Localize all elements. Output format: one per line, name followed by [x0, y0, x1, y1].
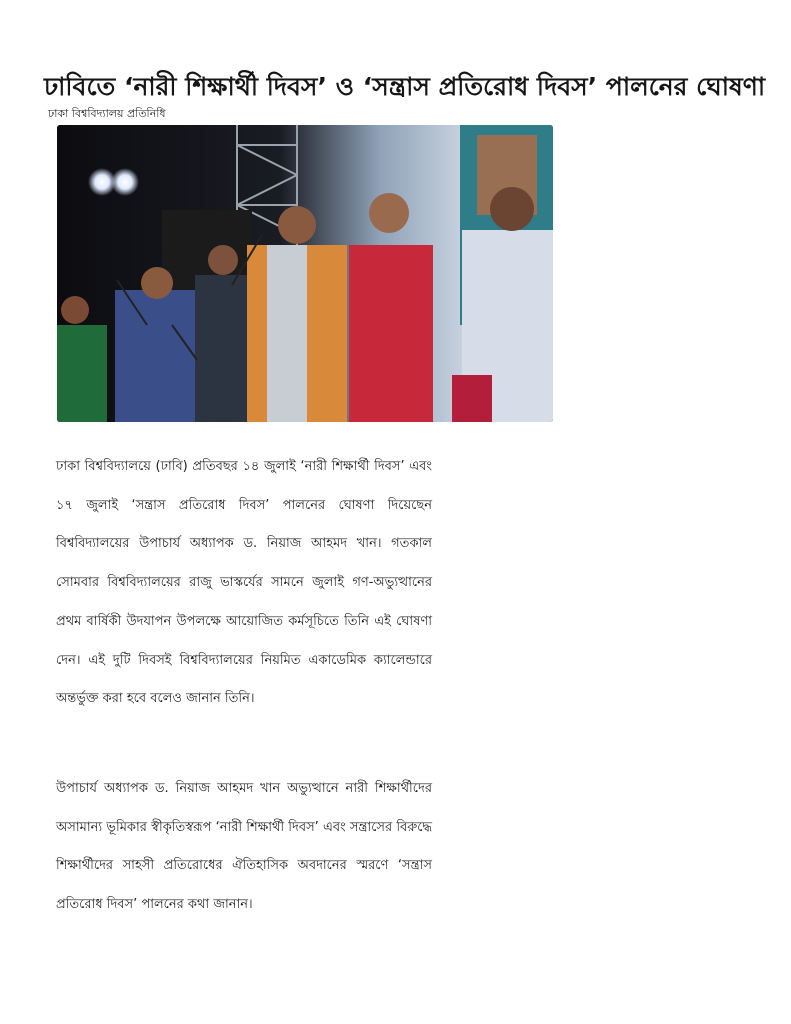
article-byline: ঢাকা বিশ্ববিদ্যালয় প্রতিনিধি: [48, 107, 166, 120]
article-photo: [57, 125, 553, 422]
article-paragraph: ঢাকা বিশ্ববিদ্যালয়ে (ঢাবি) প্রতিবছর ১৪ জুলাই ‘নারী শিক্ষার্থী দিবস’ এবং ১৭ জুলাই ‘সন্ত্রাস প্রতিরোধ দিবস’ পালনের ঘোষণা দিয়েছেন বিশ্ববিদ্যালয়ের উপাচার্য অধ্যাপক ড. নিয়াজ আহমদ খান। গতকাল সোমবার বিশ্ববিদ্যালয়ের রাজু ভাস্কর্যের সামনে জুলাই গণ-অভ্যুত্থানের প্রথম বার্ষিকী উদযাপন উপলক্ষে আয়োজিত কর্মসূচিতে তিনি এই ঘোষণা দেন। এই দুটি দিবসই বিশ্ববিদ্যালয়ের নিয়মিত একাডেমিক ক্যালেন্ডারে অন্তর্ভুক্ত করা হবে বলেও জানান তিনি।: [56, 459, 432, 707]
article-paragraph: উপাচার্য অধ্যাপক ড. নিয়াজ আহমদ খান অভ্যুত্থানে নারী শিক্ষার্থীদের অসামান্য ভূমিকার স্বীকৃতিস্বরূপ ‘নারী শিক্ষার্থী দিবস’ এবং সন্ত্রাসের বিরুদ্ধে শিক্ষার্থীদের সাহসী প্রতিরোধের ঐতিহাসিক অবদানের স্মরণে ‘সন্ত্রাস প্রতিরোধ দিবস’ পালনের কথা জানান।: [56, 781, 432, 913]
article-headline: ঢাবিতে ‘নারী শিক্ষার্থী দিবস’ ও ‘সন্ত্রাস প্রতিরোধ দিবস’ পালনের ঘোষণা: [44, 71, 766, 101]
